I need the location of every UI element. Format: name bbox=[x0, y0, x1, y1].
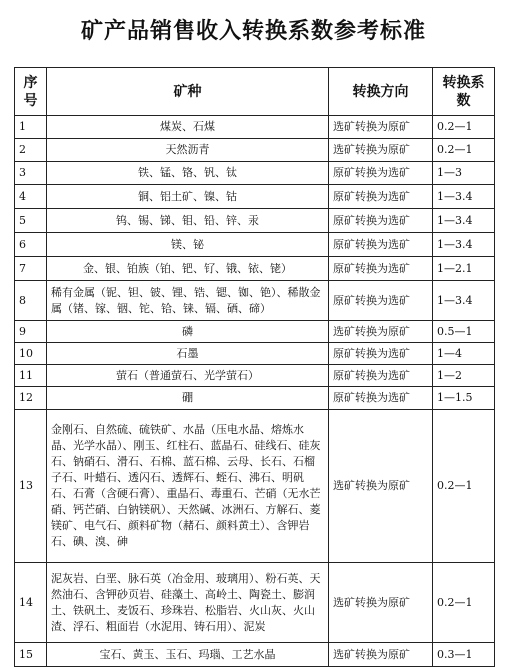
row-direction: 原矿转换为选矿 bbox=[329, 209, 433, 233]
table-row bbox=[15, 162, 495, 185]
row-no: 6 bbox=[15, 233, 47, 257]
row-mineral: 天然沥青 bbox=[47, 139, 329, 162]
row-mineral: 石墨 bbox=[47, 343, 329, 365]
row-direction: 选矿转换为原矿 bbox=[329, 139, 433, 162]
row-coefficient: 0.2—1 bbox=[433, 563, 495, 643]
row-direction: 选矿转换为原矿 bbox=[329, 410, 433, 563]
row-mineral: 稀有金属（铌、钽、铍、锂、锆、锶、铷、铯）、稀散金属（锗、镓、铟、铊、铪、铼、镉、硒、碲） bbox=[47, 281, 329, 321]
row-coefficient: 0.2—1 bbox=[433, 116, 495, 139]
row-coefficient: 1—3.4 bbox=[433, 209, 495, 233]
row-direction: 原矿转换为选矿 bbox=[329, 365, 433, 387]
table-row bbox=[15, 185, 495, 209]
row-coefficient: 1—4 bbox=[433, 343, 495, 365]
row-direction: 原矿转换为选矿 bbox=[329, 162, 433, 185]
table-row bbox=[15, 563, 495, 643]
row-coefficient: 1—1.5 bbox=[433, 387, 495, 410]
table-row bbox=[15, 281, 495, 321]
conversion-coefficient-table bbox=[14, 67, 495, 667]
row-no: 11 bbox=[15, 365, 47, 387]
row-no: 7 bbox=[15, 257, 47, 281]
header-mineral: 矿种 bbox=[47, 68, 329, 116]
row-direction: 选矿转换为原矿 bbox=[329, 116, 433, 139]
row-direction: 选矿转换为原矿 bbox=[329, 321, 433, 343]
table-row bbox=[15, 257, 495, 281]
table-row bbox=[15, 233, 495, 257]
row-no: 8 bbox=[15, 281, 47, 321]
row-mineral: 钨、锡、锑、钼、铅、锌、汞 bbox=[47, 209, 329, 233]
row-coefficient: 0.3—1 bbox=[433, 643, 495, 667]
table-row bbox=[15, 343, 495, 365]
table-row bbox=[15, 321, 495, 343]
row-mineral: 镁、铋 bbox=[47, 233, 329, 257]
table-row bbox=[15, 410, 495, 563]
row-direction: 选矿转换为原矿 bbox=[329, 563, 433, 643]
row-coefficient: 0.5—1 bbox=[433, 321, 495, 343]
table-row bbox=[15, 365, 495, 387]
row-no: 13 bbox=[15, 410, 47, 563]
row-coefficient: 1—3.4 bbox=[433, 185, 495, 209]
row-coefficient: 1—2.1 bbox=[433, 257, 495, 281]
row-mineral: 铁、锰、铬、钒、钛 bbox=[47, 162, 329, 185]
header-no: 序号 bbox=[15, 68, 47, 116]
row-no: 2 bbox=[15, 139, 47, 162]
row-mineral: 磷 bbox=[47, 321, 329, 343]
row-mineral: 宝石、黄玉、玉石、玛瑙、工艺水晶 bbox=[47, 643, 329, 667]
table-row bbox=[15, 139, 495, 162]
row-direction: 选矿转换为原矿 bbox=[329, 643, 433, 667]
row-mineral: 硼 bbox=[47, 387, 329, 410]
row-coefficient: 0.2—1 bbox=[433, 139, 495, 162]
row-direction: 原矿转换为选矿 bbox=[329, 257, 433, 281]
row-no: 14 bbox=[15, 563, 47, 643]
row-coefficient: 1—3.4 bbox=[433, 281, 495, 321]
row-coefficient: 0.2—1 bbox=[433, 410, 495, 563]
row-mineral: 金刚石、自然硫、硫铁矿、水晶（压电水晶、熔炼水晶、光学水晶）、刚玉、红柱石、蓝晶石、硅线石、硅灰石、钠硝石、滑石、石棉、蓝石棉、云母、长石、石榴子石、叶蜡石、透闪石、透辉石、蛭石、沸石、明矾石、石膏（含硬石膏）、重晶石、毒重石、芒硝（无水芒硝、钙芒硝、白钠镁矾）、天然碱、冰洲石、方解石、菱镁矿、电气石、颜料矿物（赭石、颜料黄土）、含钾岩石、碘、溴、砷 bbox=[47, 410, 329, 563]
header-direction: 转换方向 bbox=[329, 68, 433, 116]
table-row bbox=[15, 209, 495, 233]
table-row bbox=[15, 387, 495, 410]
row-no: 9 bbox=[15, 321, 47, 343]
table-header-row bbox=[15, 68, 495, 116]
row-no: 3 bbox=[15, 162, 47, 185]
row-mineral: 煤炭、石煤 bbox=[47, 116, 329, 139]
row-mineral: 萤石（普通萤石、光学萤石） bbox=[47, 365, 329, 387]
row-coefficient: 1—3.4 bbox=[433, 233, 495, 257]
row-coefficient: 1—3 bbox=[433, 162, 495, 185]
page-title: 矿产品销售收入转换系数参考标准 bbox=[80, 18, 426, 44]
row-no: 15 bbox=[15, 643, 47, 667]
header-coefficient: 转换系数 bbox=[433, 68, 495, 116]
row-direction: 原矿转换为选矿 bbox=[329, 387, 433, 410]
row-no: 12 bbox=[15, 387, 47, 410]
row-direction: 原矿转换为选矿 bbox=[329, 343, 433, 365]
row-no: 5 bbox=[15, 209, 47, 233]
row-no: 4 bbox=[15, 185, 47, 209]
row-coefficient: 1—2 bbox=[433, 365, 495, 387]
row-mineral: 金、银、铂族（铂、钯、钌、锇、铱、铑） bbox=[47, 257, 329, 281]
table-row bbox=[15, 643, 495, 667]
row-no: 10 bbox=[15, 343, 47, 365]
row-direction: 原矿转换为选矿 bbox=[329, 233, 433, 257]
row-direction: 原矿转换为选矿 bbox=[329, 185, 433, 209]
row-mineral: 泥灰岩、白垩、脉石英（冶金用、玻璃用）、粉石英、天然油石、含钾砂页岩、硅藻土、高岭土、陶瓷土、膨润土、铁矾土、麦饭石、珍珠岩、松脂岩、火山灰、火山渣、浮石、粗面岩（水泥用、铸石用）、泥炭 bbox=[47, 563, 329, 643]
row-mineral: 铜、铝土矿、镍、钴 bbox=[47, 185, 329, 209]
row-no: 1 bbox=[15, 116, 47, 139]
row-direction: 原矿转换为选矿 bbox=[329, 281, 433, 321]
table-row bbox=[15, 116, 495, 139]
